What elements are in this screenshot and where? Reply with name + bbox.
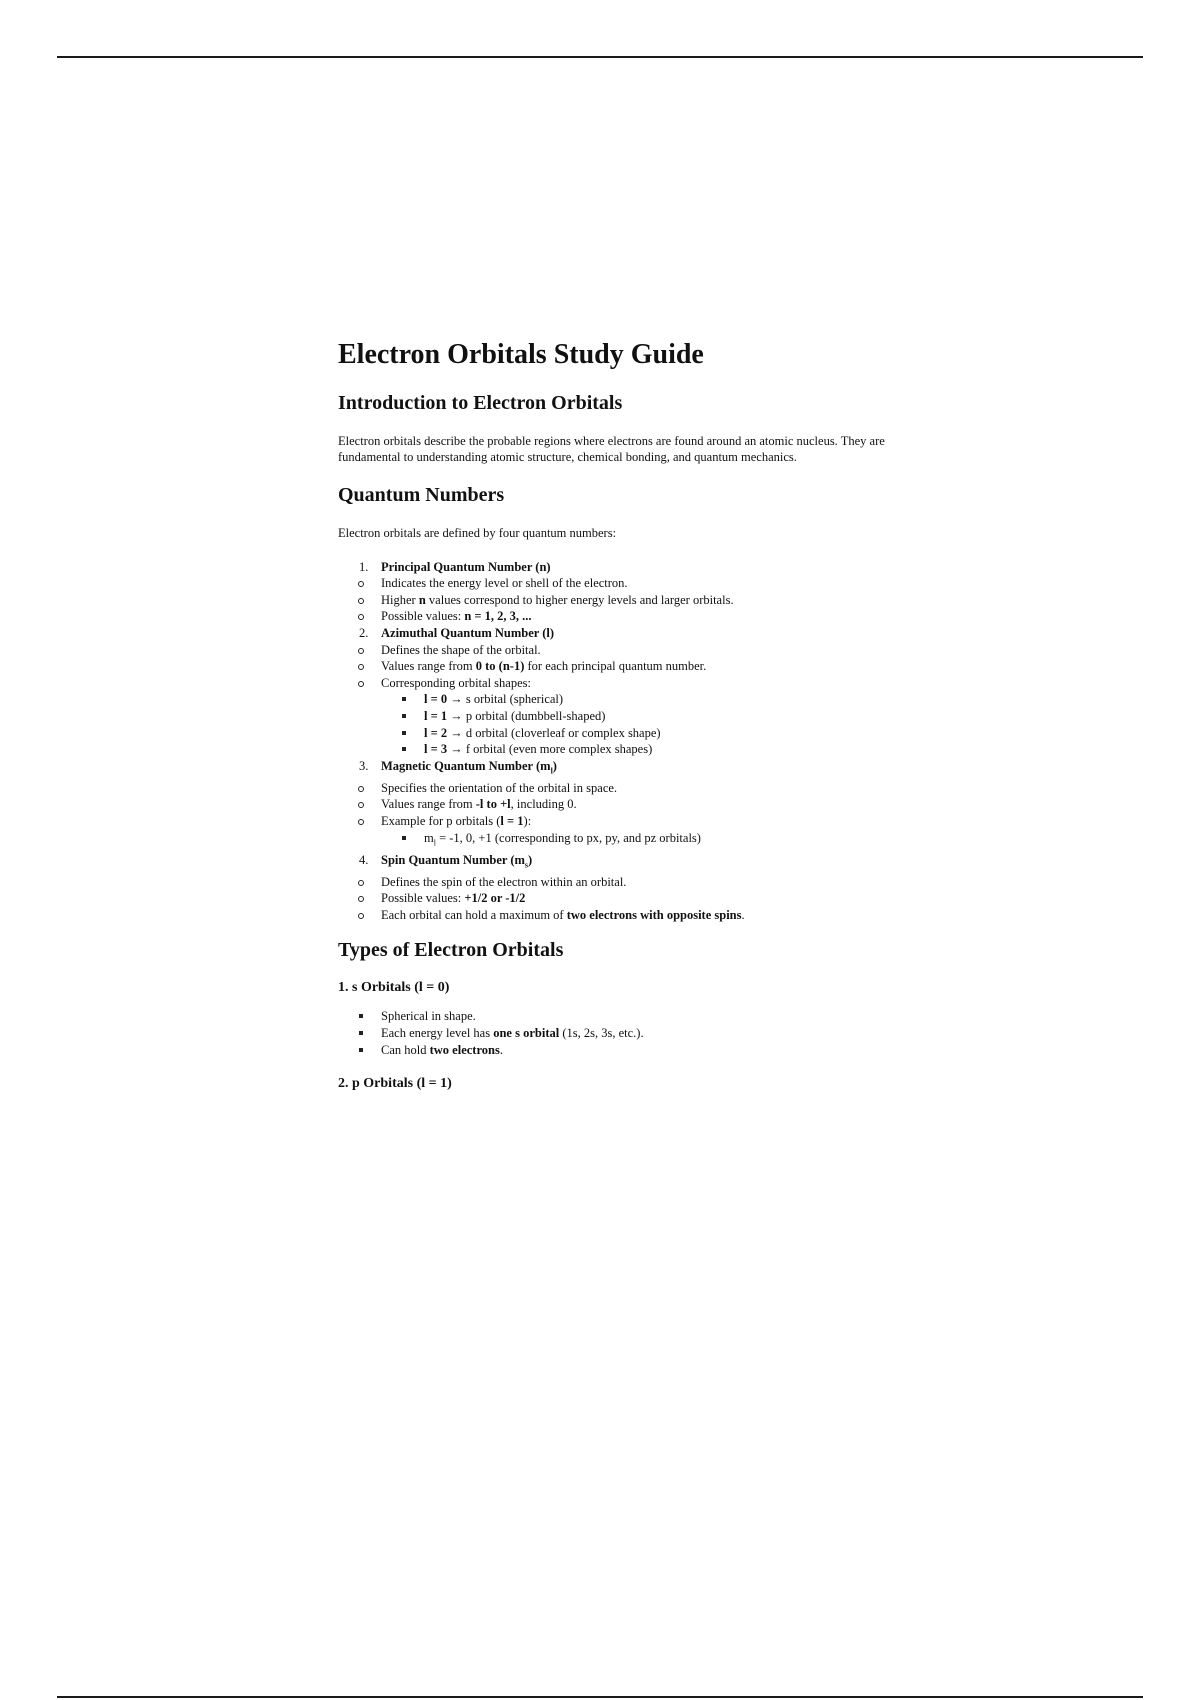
detail-bold: l = 1 — [500, 814, 524, 828]
detail-text: , including 0. — [510, 797, 577, 812]
azimuthal-quantum-item — [338, 625, 898, 642]
detail-text: . — [741, 907, 745, 922]
title-text: ) — [528, 852, 533, 867]
s-orbitals-list — [338, 1008, 898, 1058]
detail-bold: two electrons with opposite spins — [566, 907, 742, 922]
orbital-shapes-list — [381, 691, 898, 757]
detail-text: Values range from — [381, 659, 476, 674]
detail-text: Higher — [381, 592, 419, 607]
list-number: 2. — [359, 625, 369, 640]
detail-subscript: l — [433, 838, 436, 848]
list-item — [338, 796, 898, 813]
detail-bold: l = 2 — [424, 725, 448, 740]
list-item — [338, 658, 898, 675]
quantum-numbers-heading: Quantum Numbers — [338, 483, 505, 506]
p-orbitals-heading: 2. p Orbitals (l = 1) — [338, 1076, 452, 1092]
detail-text: Each energy level has — [381, 1025, 494, 1040]
detail-text: Values range from — [381, 797, 476, 812]
detail-bold: two electrons — [429, 1042, 500, 1057]
list-item — [338, 1042, 898, 1059]
detail-bold: n = 1, 2, 3, ... — [464, 609, 532, 624]
quantum-numbers-lead: Electron orbitals are defined by four quantum numbers: — [338, 525, 617, 540]
principal-title: Principal Quantum Number (n) — [381, 559, 551, 574]
header-rule — [57, 56, 1143, 58]
intro-paragraph: Electron orbitals describe the probable regions where electrons are found around an atomic nucleus. They are fundamental to understanding atomic structure, chemical bonding, and quantum mechanics. — [338, 433, 885, 464]
detail-text: Indicates the energy level or shell of the electron. — [381, 576, 628, 591]
detail-bold: one s orbital — [493, 1025, 560, 1040]
list-item — [381, 691, 898, 708]
p-orbital-example — [381, 830, 898, 852]
spin-quantum-item — [338, 852, 898, 874]
detail-bold: +1/2 or -1/2 — [464, 891, 526, 906]
detail-bold: l = 0 — [424, 692, 448, 707]
detail-text: for each principal quantum number. — [524, 659, 707, 674]
detail-text: Example for p orbitals ( — [381, 814, 501, 828]
list-item — [338, 1025, 898, 1042]
detail-text: Specifies the orientation of the orbital in space. — [381, 780, 618, 795]
list-item — [338, 780, 898, 797]
list-item — [338, 642, 898, 659]
detail-text: = -1, 0, +1 (corresponding to px, py, and pz orbitals) — [435, 830, 701, 845]
list-item — [381, 725, 898, 742]
types-heading: Types of Electron Orbitals — [338, 938, 564, 961]
azimuthal-title: Azimuthal Quantum Number (l) — [381, 625, 555, 640]
detail-text: ): — [523, 814, 532, 828]
azimuthal-details — [338, 642, 898, 758]
detail-text: Spherical in shape. — [381, 1009, 476, 1024]
detail-bold: -l to +l — [475, 797, 511, 812]
page-title: Electron Orbitals Study Guide — [338, 339, 704, 370]
list-item — [338, 907, 898, 924]
list-item — [338, 608, 898, 625]
list-item — [338, 592, 898, 609]
list-item — [338, 575, 898, 592]
detail-bold: n — [418, 592, 426, 607]
list-item — [338, 1008, 898, 1025]
detail-text: Possible values: — [381, 891, 465, 906]
detail-text: → f orbital (even more complex shapes) — [447, 742, 653, 757]
detail-text: Possible values: — [381, 609, 465, 624]
magnetic-title — [381, 758, 557, 776]
title-text: Spin Quantum Number (m — [381, 852, 525, 867]
detail-text: → d orbital (cloverleaf or complex shape) — [447, 725, 661, 740]
detail-text: . — [499, 1042, 503, 1057]
detail-text: Defines the shape of the orbital. — [381, 642, 541, 657]
magnetic-quantum-item — [338, 758, 898, 780]
list-item — [381, 741, 898, 758]
detail-text: Corresponding orbital shapes: — [381, 675, 531, 690]
s-orbitals-heading: 1. s Orbitals (l = 0) — [338, 979, 450, 995]
detail-text: m — [424, 830, 434, 845]
list-item — [338, 874, 898, 891]
quantum-numbers-list — [338, 559, 898, 924]
detail-text: → s orbital (spherical) — [447, 692, 564, 707]
list-item — [381, 830, 898, 852]
list-item — [381, 708, 898, 725]
principal-quantum-item — [338, 559, 898, 576]
list-item — [338, 675, 898, 758]
detail-text: Can hold — [381, 1042, 430, 1057]
list-item — [338, 813, 898, 852]
title-text: ) — [552, 758, 557, 773]
document-body — [338, 338, 898, 1105]
detail-text: Each orbital can hold a maximum of — [381, 907, 567, 922]
list-number: 4. — [359, 852, 369, 867]
title-subscript: l — [550, 766, 553, 776]
intro-heading: Introduction to Electron Orbitals — [338, 391, 623, 414]
principal-details — [338, 575, 898, 625]
spin-details — [338, 874, 898, 924]
title-text: Magnetic Quantum Number (m — [381, 758, 551, 773]
list-number: 3. — [359, 758, 369, 773]
detail-bold: l = 1 — [424, 708, 448, 723]
title-subscript: s — [524, 860, 529, 870]
detail-text: values correspond to higher energy levels and larger orbitals. — [425, 592, 734, 607]
list-item — [338, 890, 898, 907]
footer-rule — [57, 1696, 1143, 1698]
detail-text: Defines the spin of the electron within an orbital. — [381, 874, 627, 889]
magnetic-details — [338, 780, 898, 852]
spin-title — [381, 852, 533, 870]
list-number: 1. — [359, 559, 369, 574]
detail-text: (1s, 2s, 3s, etc.). — [559, 1025, 644, 1040]
detail-text: → p orbital (dumbbell-shaped) — [447, 708, 606, 723]
detail-bold: l = 3 — [424, 742, 448, 757]
detail-bold: 0 to (n-1) — [475, 659, 525, 674]
